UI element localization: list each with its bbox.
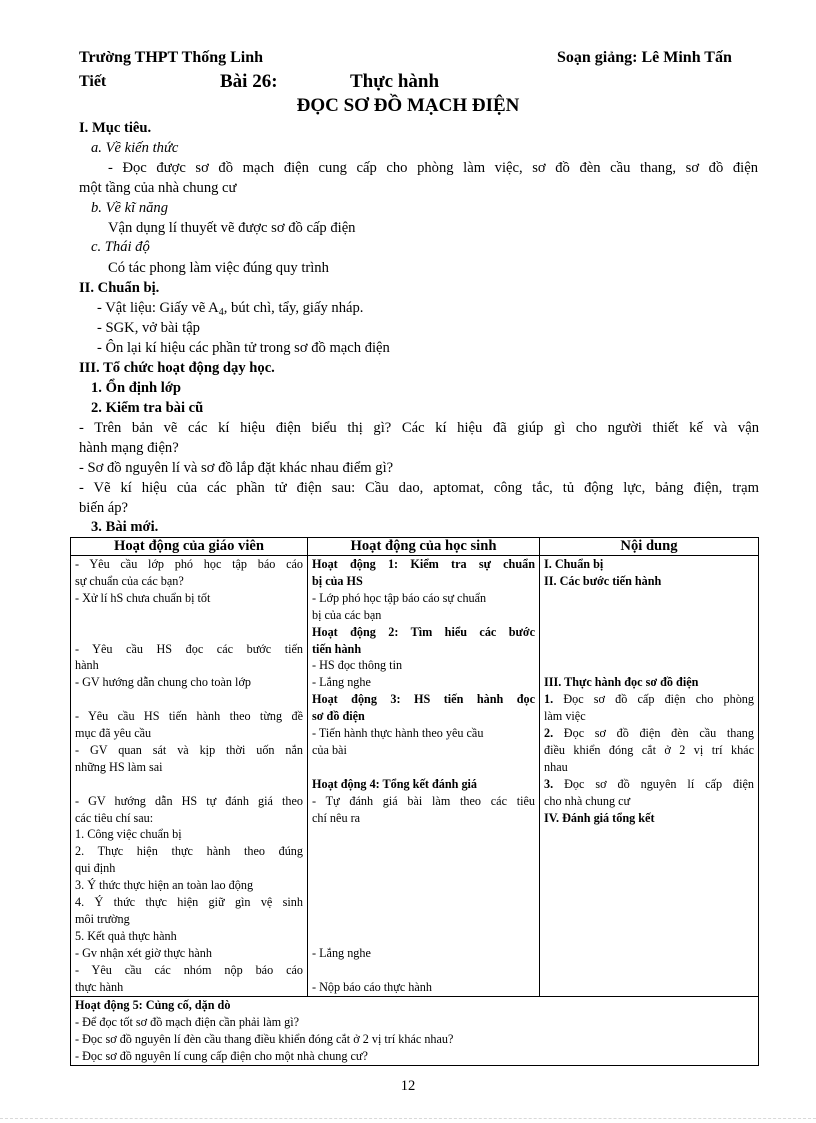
teacher-line: 5. Kết quả thực hành — [75, 928, 177, 943]
teacher-line: thực hành — [75, 979, 124, 994]
objectives-heading: I. Mục tiêu. — [79, 120, 152, 136]
student-line: Hoạt động 2: Tìm hiểu các bước — [312, 624, 535, 639]
section-new-lesson: 3. Bài mới. — [91, 519, 159, 535]
objective-a-label: a. Về kiến thức — [91, 140, 179, 156]
section-stabilize: 1. Ổn định lớp — [91, 380, 182, 396]
student-line: - Tự đánh giá bài làm theo các tiêu — [312, 793, 535, 808]
teacher-line: - GV quan sát và kịp thời uốn nắn — [75, 742, 303, 757]
section-review: 2. Kiểm tra bài cũ — [91, 400, 204, 416]
review-question-2: - Sơ đồ nguyên lí và sơ đồ lắp đặt khác nhau điểm gì? — [79, 460, 394, 476]
student-line: - Tiến hành thực hành theo yêu cầu — [312, 726, 484, 741]
content-line: III. Thực hành đọc sơ đồ điện — [544, 675, 699, 690]
consolidation-line: - Đọc sơ đồ nguyên lí đèn cầu thang điều khiển đóng cắt ở 2 vị trí khác nhau? — [75, 1031, 454, 1046]
objective-b-text: Vận dụng lí thuyết vẽ được sơ đồ cấp điện — [108, 220, 356, 236]
lesson-activity-table — [70, 537, 759, 1066]
student-activity-cell — [308, 556, 540, 997]
column-header-content: Nội dung — [540, 538, 759, 556]
content-line: 3. Đọc sơ đồ nguyên lí cấp điện — [544, 776, 754, 791]
student-line: chí nêu ra — [312, 810, 361, 825]
teacher-line: 2. Thực hiện thực hành theo đúng — [75, 844, 303, 859]
objective-c-label: c. Thái độ — [91, 239, 150, 255]
teacher-line: môi trường — [75, 911, 130, 926]
teacher-line: các tiêu chí sau: — [75, 810, 154, 825]
teacher-line: những HS làm sai — [75, 759, 163, 774]
student-line: bị của các bạn — [312, 607, 382, 622]
student-line: Hoạt động 4: Tổng kết đánh giá — [312, 776, 478, 791]
lesson-number: Bài 26: — [220, 71, 278, 92]
content-line: IV. Đánh giá tổng kết — [544, 810, 655, 825]
consolidation-line: - Đọc sơ đồ nguyên lí cung cấp điện cho một nhà chung cư? — [75, 1048, 368, 1063]
prep-heading: II. Chuẩn bị. — [79, 280, 160, 296]
student-line: - Nộp báo cáo thực hành — [312, 979, 432, 994]
student-line: Hoạt động 3: HS tiến hành đọc — [312, 692, 535, 707]
review-question-1-line1: - Trên bản vẽ các kí hiệu điện biểu thị gì? Các kí hiệu đã giúp gì cho người thiết kế và vận — [79, 420, 759, 436]
review-question-1-line2: hành mạng điện? — [79, 440, 179, 456]
teacher-line: - Yêu cầu lớp phó học tập báo cáo — [75, 557, 303, 571]
consolidation-heading: Hoạt động 5: Củng cố, dặn dò — [75, 998, 231, 1012]
student-line: - Lắng nghe — [312, 675, 371, 690]
content-line: II. Các bước tiến hành — [544, 573, 662, 588]
objective-a-line2: một tầng của nhà chung cư — [79, 180, 237, 196]
objective-b-label: b. Về kĩ năng — [91, 200, 169, 216]
teacher-activity-cell — [71, 556, 308, 997]
content-cell — [540, 556, 759, 997]
teacher-line: - GV hướng dẫn chung cho toàn lớp — [75, 675, 251, 690]
teacher-line: - Yêu cầu HS tiến hành theo từng đề — [75, 709, 303, 724]
prep-item-textbook: - SGK, vở bài tập — [97, 320, 200, 336]
student-line: sơ đồ điện — [312, 709, 365, 724]
review-question-3-line2: biến áp? — [79, 500, 129, 516]
student-line: bị của HS — [312, 573, 363, 588]
page-title: ĐỌC SƠ ĐỒ MẠCH ĐIỆN — [296, 95, 520, 116]
page-bottom-divider — [0, 1118, 816, 1119]
teacher-line: 3. Ý thức thực hiện an toàn lao động — [75, 878, 254, 893]
teacher-line: - GV hướng dẫn HS tự đánh giá theo — [75, 793, 303, 808]
content-line: 2. Đọc sơ đồ điện đèn cầu thang — [544, 725, 754, 740]
teacher-line: - Yêu cầu HS đọc các bước tiến — [75, 641, 303, 656]
prep-item-review: - Ôn lại kí hiệu các phần tử trong sơ đồ mạch điện — [97, 340, 390, 356]
teacher-line: - Yêu cầu các nhóm nộp báo cáo — [75, 962, 303, 977]
student-line: - Lắng nghe — [312, 945, 371, 960]
student-line: của bài — [312, 742, 347, 757]
content-line: nhau — [544, 759, 568, 774]
consolidation-line: - Để đọc tốt sơ đồ mạch điện cần phải làm gì? — [75, 1014, 300, 1029]
page-number: 12 — [400, 1078, 416, 1094]
table-footer-row — [71, 997, 759, 1066]
teacher-line: - Gv nhận xét giờ thực hành — [75, 945, 212, 960]
objective-c-text: Có tác phong làm việc đúng quy trình — [108, 260, 329, 276]
content-line: điều khiển đóng cắt ở 2 vị trí khác — [544, 742, 754, 757]
prep-item-materials: - Vật liệu: Giấy vẽ $A_4$, bút chì, tẩy, giấy nháp. — [97, 300, 364, 318]
column-header-teacher: Hoạt động của giáo viên — [71, 538, 308, 556]
student-line: - Lớp phó học tập báo cáo sự chuẩn — [312, 590, 487, 605]
teacher-line: hành — [75, 658, 99, 673]
activities-heading: III. Tổ chức hoạt động dạy học. — [79, 360, 275, 376]
student-line: Hoạt động 1: Kiểm tra sự chuẩn — [312, 557, 535, 571]
tiet-label: Tiết — [79, 73, 107, 90]
school-name: Trường THPT Thống Linh — [79, 49, 264, 66]
teacher-line: - Xử lí hS chưa chuẩn bị tốt — [75, 590, 211, 605]
review-question-3-line1: - Vẽ kí hiệu của các phần tử điện sau: Cầu dao, aptomat, công tắc, tủ động lực, bảng điện, trạm — [79, 480, 759, 496]
teacher-line: sự chuẩn của các bạn? — [75, 573, 184, 588]
content-line: cho nhà chung cư — [544, 793, 631, 808]
teacher-line: qui định — [75, 861, 116, 876]
table-header-row — [71, 538, 759, 556]
column-header-student: Hoạt động của học sinh — [308, 538, 540, 556]
consolidation-cell — [71, 997, 759, 1066]
content-line: làm việc — [544, 709, 586, 724]
author-name: Soạn giảng: Lê Minh Tấn — [557, 49, 732, 66]
teacher-line: mục đã yêu cầu — [75, 726, 152, 741]
teacher-line: 1. Công việc chuẩn bị — [75, 827, 182, 842]
student-line: tiến hành — [312, 641, 362, 656]
table-row — [71, 556, 759, 997]
content-line: 1. Đọc sơ đồ cấp điện cho phòng — [544, 692, 754, 707]
teacher-line: 4. Ý thức thực hiện giữ gìn vệ sinh — [75, 895, 303, 910]
content-line: I. Chuẩn bị — [544, 557, 604, 571]
lesson-type: Thực hành — [350, 71, 440, 92]
student-line: - HS đọc thông tin — [312, 658, 403, 673]
objective-a-line1: - Đọc được sơ đồ mạch điện cung cấp cho phòng làm việc, sơ đồ đèn cầu thang, sơ đồ điện — [108, 160, 758, 176]
